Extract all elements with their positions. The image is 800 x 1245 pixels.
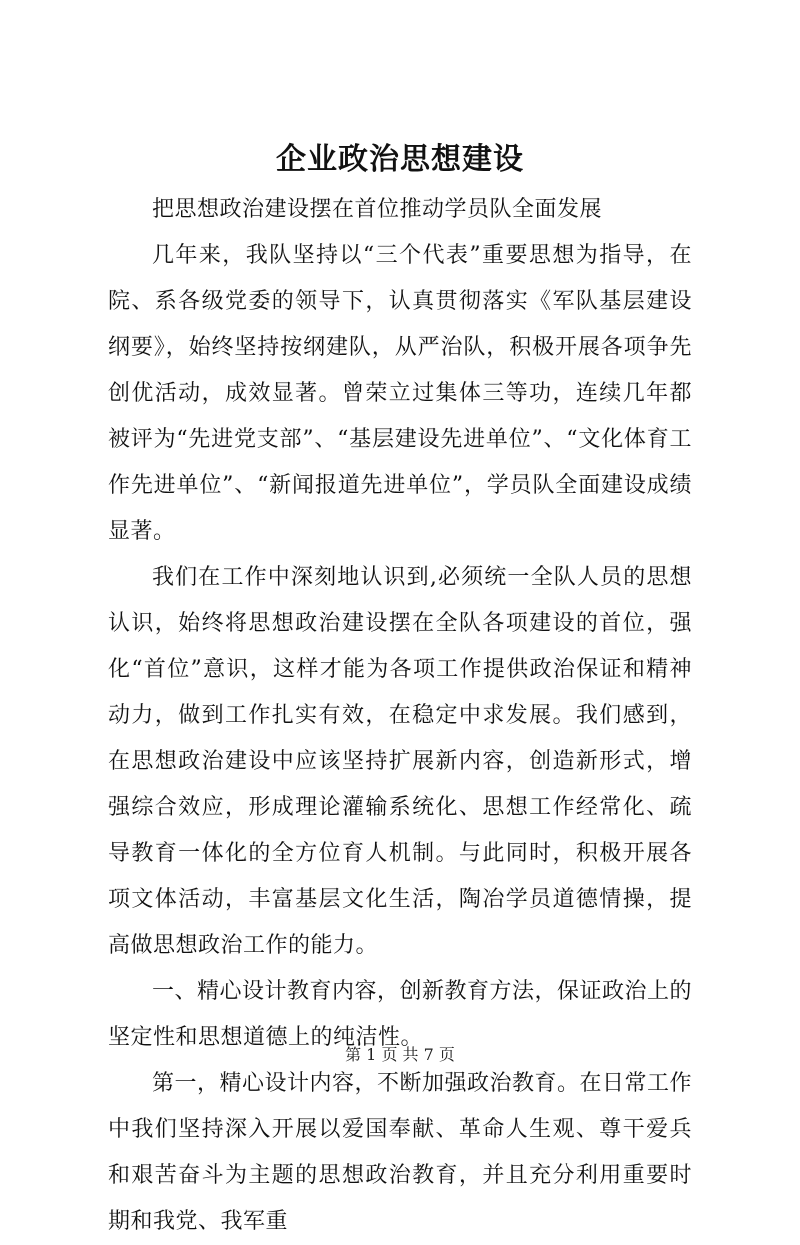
document-title: 企业政治思想建设 [276,142,524,177]
section-heading-paragraph: 一、精心设计教育内容，创新教育方法，保证政治上的坚定性和思想道德上的纯洁性。 [108,979,693,1050]
subtitle-paragraph: 把思想政治建设摆在首位推动学员队全面发展 [152,197,603,222]
document-body [108,187,692,1245]
page-footer: 第 1 页 共 7 页 [345,1045,455,1064]
body-paragraph: 几年来，我队坚持以“三个代表”重要思想为指导，在院、系各级党委的领导下，认真贯彻落实《军队基层建设纲要》，始终坚持按纲建队，从严治队，积极开展各项争先创优活动，成效显著。曾荣立过集体三等功，连续几年都被评为“先进党支部”、“基层建设先进单位”、“文化体育工作先进单位”、“新闻报道先进单位”，学员队全面建设成绩显著。 [108,243,692,544]
body-paragraph: 我们在工作中深刻地认识到,必须统一全队人员的思想认识，始终将思想政治建设摆在全队各项建设的首位，强化“首位”意识，这样才能为各项工作提供政治保证和精神动力，做到工作扎实有效，在稳定中求发展。我们感到，在思想政治建设中应该坚持扩展新内容，创造新形式，增强综合效应，形成理论灌输系统化、思想工作经常化、疏导教育一体化的全方位育人机制。与此同时，积极开展各项文体活动，丰富基层文化生活，陶冶学员道德情操，提高做思想政治工作的能力。 [108,565,692,958]
body-paragraph: 第一，精心设计内容，不断加强政治教育。在日常工作中我们坚持深入开展以爱国奉献、革命人生观、尊干爱兵和艰苦奋斗为主题的思想政治教育，并且充分利用重要时期和我党、我军重 [108,1071,693,1234]
